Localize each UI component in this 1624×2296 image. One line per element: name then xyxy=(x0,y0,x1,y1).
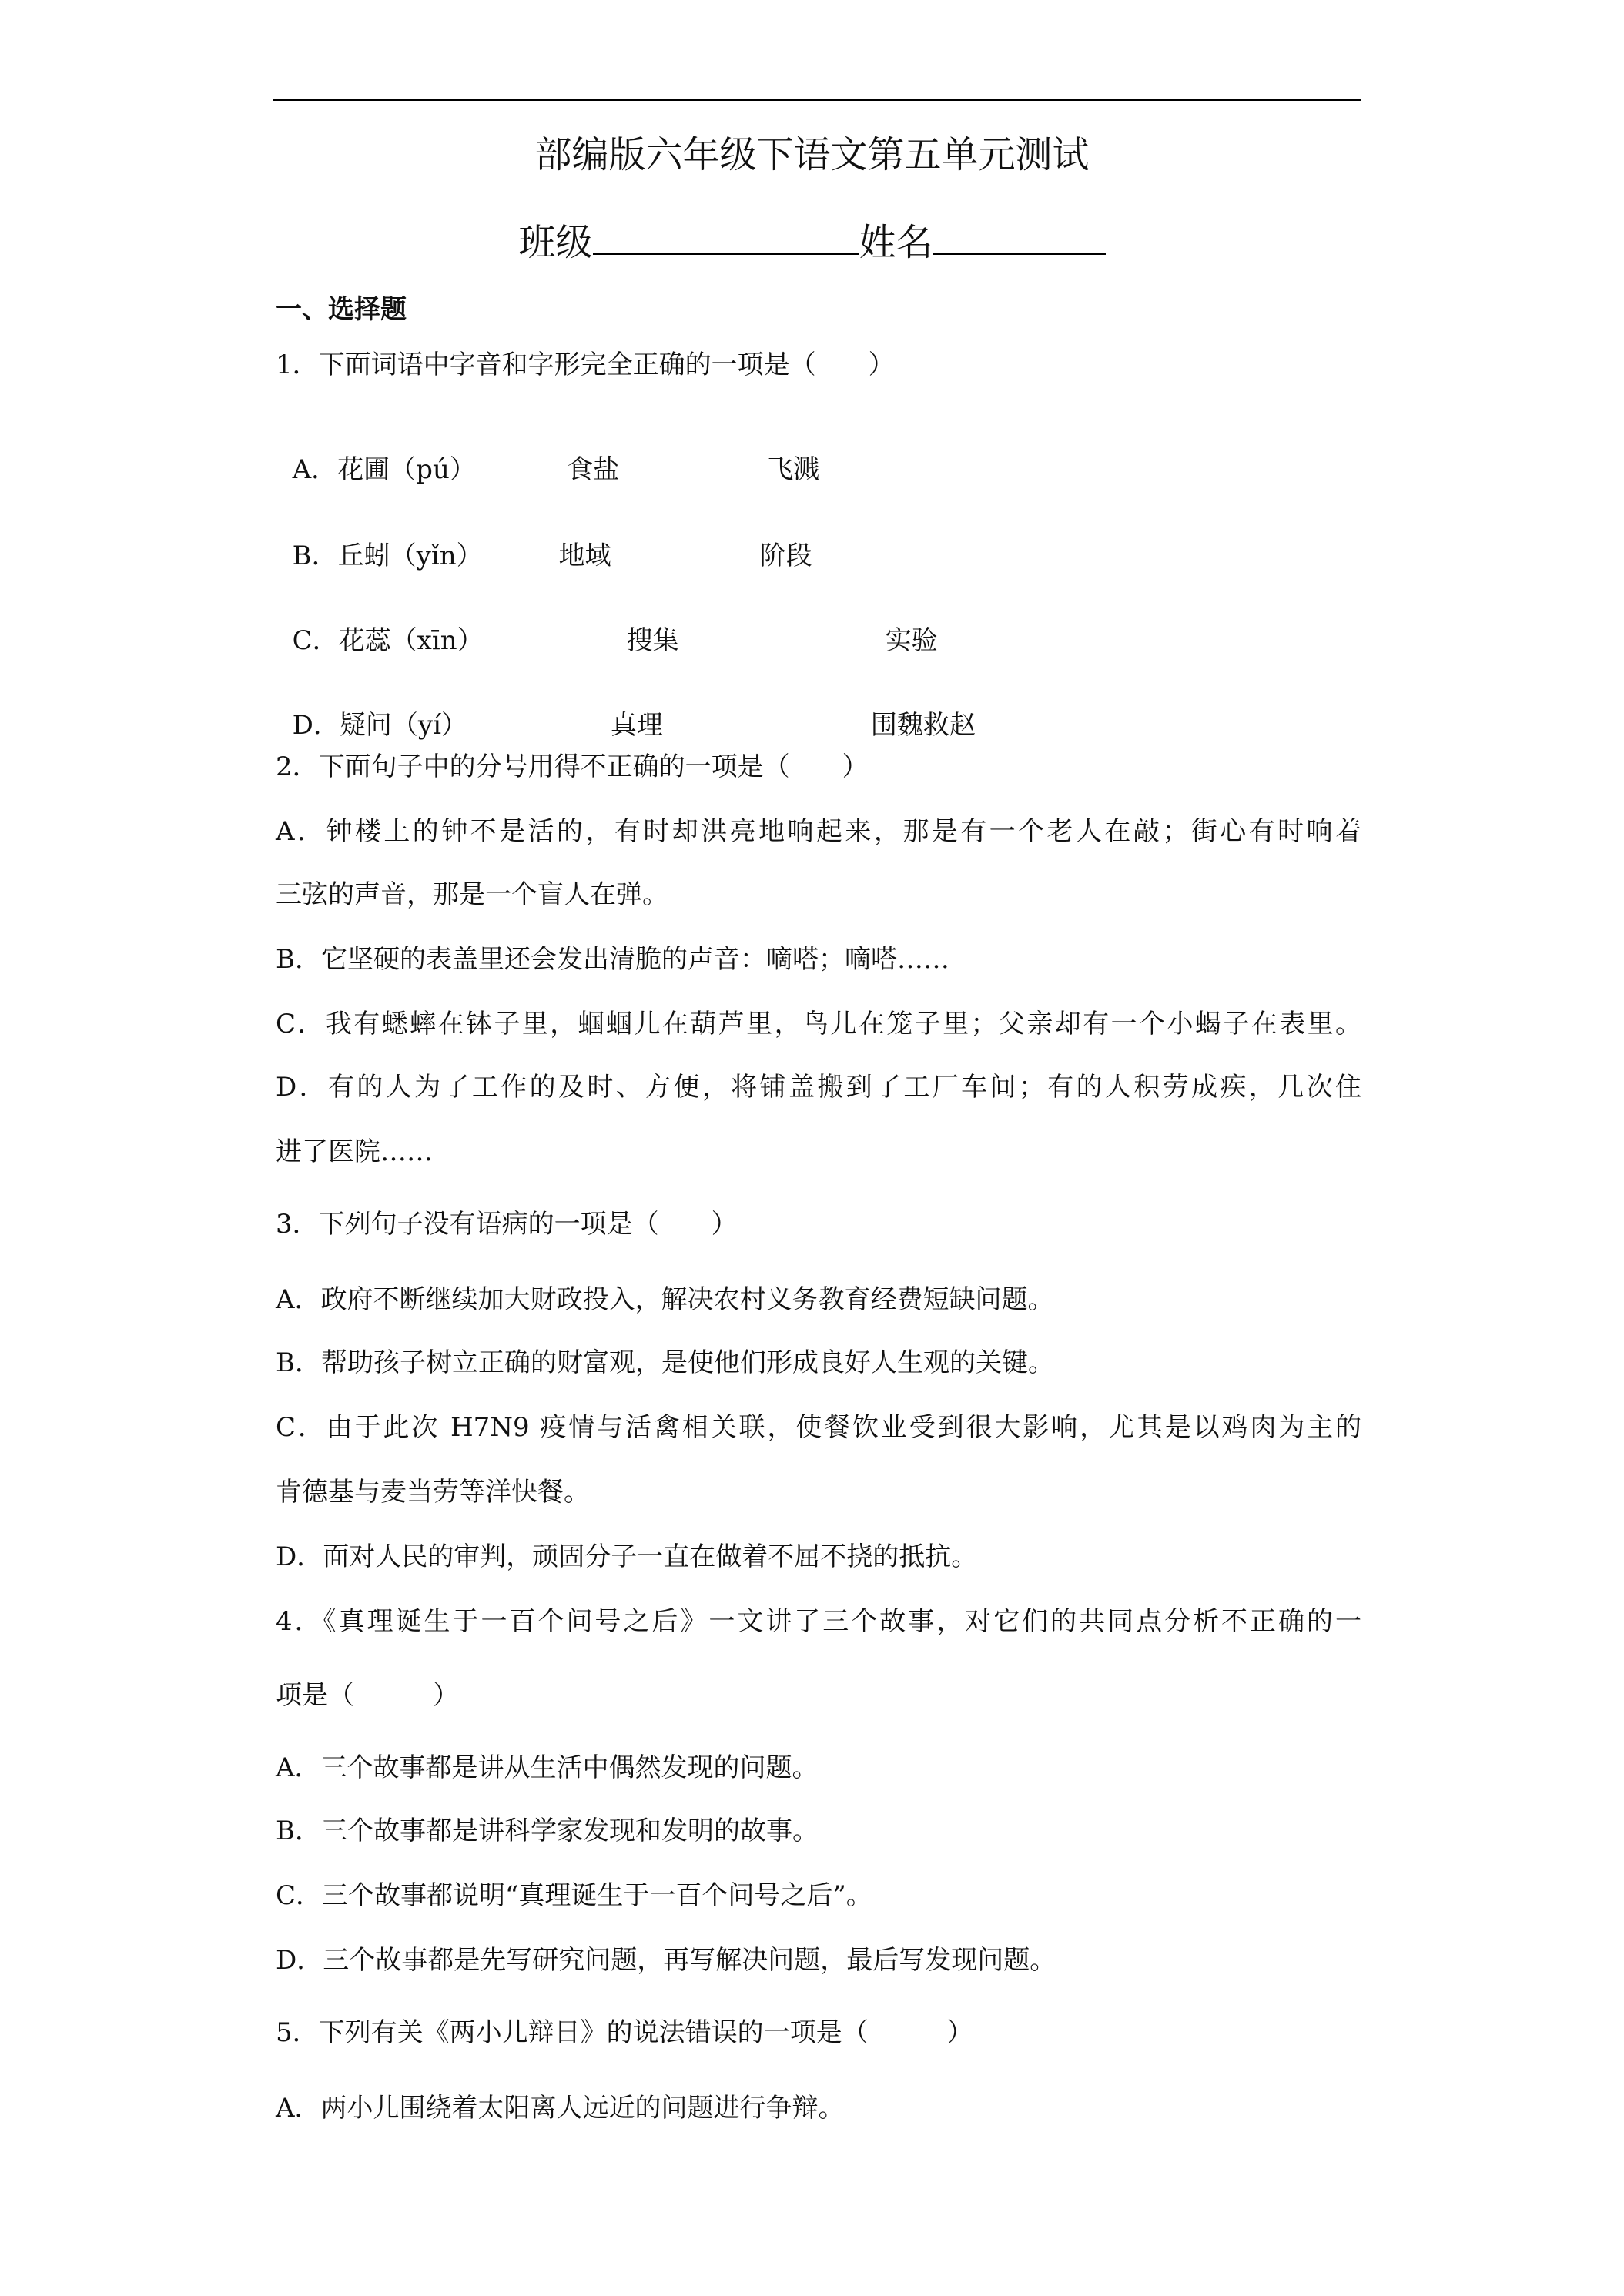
q2-option-a-cont: 三弦的声音，那是一个盲人在弹。 xyxy=(276,879,668,910)
option-word: 搜集 xyxy=(626,625,679,656)
q2-option-a: A．钟楼上的钟不是活的，有时却洪亮地响起来，那是有一个老人在敲；街心有时响着 xyxy=(276,816,1361,847)
name-blank[interactable] xyxy=(933,220,1106,255)
option-word: 食盐 xyxy=(567,454,620,485)
q2-option-c: C．我有蟋蟀在钵子里，蝈蝈儿在葫芦里，鸟儿在笼子里；父亲却有一个小蝎子在表里。 xyxy=(276,1009,1361,1039)
q1-option-a xyxy=(276,417,819,486)
option-letter: C． xyxy=(292,625,339,656)
question-1-stem: 1．下面词语中字音和字形完全正确的一项是（ ） xyxy=(276,350,895,380)
q1-option-c xyxy=(276,588,938,657)
q3-option-d: D．面对人民的审判，顽固分子一直在做着不屈不挠的抵抗。 xyxy=(276,1541,978,1572)
q4-option-a: A．三个故事都是讲从生活中偶然发现的问题。 xyxy=(276,1752,819,1783)
question-2-stem: 2．下面句子中的分号用得不正确的一项是（ ） xyxy=(276,751,869,782)
option-word: 实验 xyxy=(885,625,938,656)
q3-option-a: A．政府不断继续加大财政投入，解决农村义务教育经费短缺问题。 xyxy=(276,1284,1054,1315)
q4-option-d: D．三个故事都是先写研究问题，再写解决问题，最后写发现问题。 xyxy=(276,1945,1056,1976)
option-word: 阶段 xyxy=(759,541,812,571)
class-blank[interactable] xyxy=(593,220,859,255)
q5-option-a: A．两小儿围绕着太阳离人远近的问题进行争辩。 xyxy=(276,2093,845,2124)
q4-option-c: C．三个故事都说明“真理诞生于一百个问号之后”。 xyxy=(276,1880,872,1911)
question-5-stem: 5．下列有关《两小儿辩日》的说法错误的一项是（ ） xyxy=(276,2017,973,2048)
option-word: 围魏救赵 xyxy=(870,710,976,741)
page-title: 部编版六年级下语文第五单元测试 xyxy=(534,133,1090,176)
student-info-line xyxy=(0,213,1624,266)
option-word: 花圃（pú） xyxy=(337,454,476,485)
q4-option-b: B．三个故事都是讲科学家发现和发明的故事。 xyxy=(276,1816,819,1846)
header-rule xyxy=(273,99,1361,101)
option-word: 飞溅 xyxy=(767,454,820,485)
section-title: 一、选择题 xyxy=(276,294,407,325)
option-letter: D． xyxy=(292,710,340,741)
option-word: 真理 xyxy=(610,710,663,741)
q3-option-c-cont: 肯德基与麦当劳等洋快餐。 xyxy=(276,1477,590,1508)
q1-option-b xyxy=(276,504,812,572)
q3-option-c: C．由于此次 H7N9 疫情与活禽相关联，使餐饮业受到很大影响，尤其是以鸡肉为主的 xyxy=(276,1412,1361,1443)
option-word: 疑问（yí） xyxy=(339,710,467,741)
question-4-stem: 4．《真理诞生于一百个问号之后》一文讲了三个故事，对它们的共同点分析不正确的一 xyxy=(276,1606,1361,1637)
option-word: 丘蚓（yǐn） xyxy=(337,541,483,571)
name-label: 姓名 xyxy=(859,221,933,264)
option-word: 花蕊（xīn） xyxy=(338,625,484,656)
question-4-stem-cont: 项是（ ） xyxy=(276,1680,459,1711)
q2-option-d: D．有的人为了工作的及时、方便，将铺盖搬到了工厂车间；有的人积劳成疾，几次住 xyxy=(276,1072,1361,1103)
option-letter: A． xyxy=(292,454,338,485)
question-3-stem: 3．下列句子没有语病的一项是（ ） xyxy=(276,1209,738,1240)
q3-option-b: B．帮助孩子树立正确的财富观，是使他们形成良好人生观的关键。 xyxy=(276,1347,1054,1378)
class-label: 班级 xyxy=(518,221,593,264)
q1-option-d xyxy=(276,673,976,741)
option-letter: B． xyxy=(292,541,338,571)
option-word: 地域 xyxy=(558,541,611,571)
q2-option-d-cont: 进了医院…… xyxy=(276,1136,433,1167)
q2-option-b: B．它坚硬的表盖里还会发出清脆的声音：嘀嗒；嘀嗒…… xyxy=(276,944,949,975)
